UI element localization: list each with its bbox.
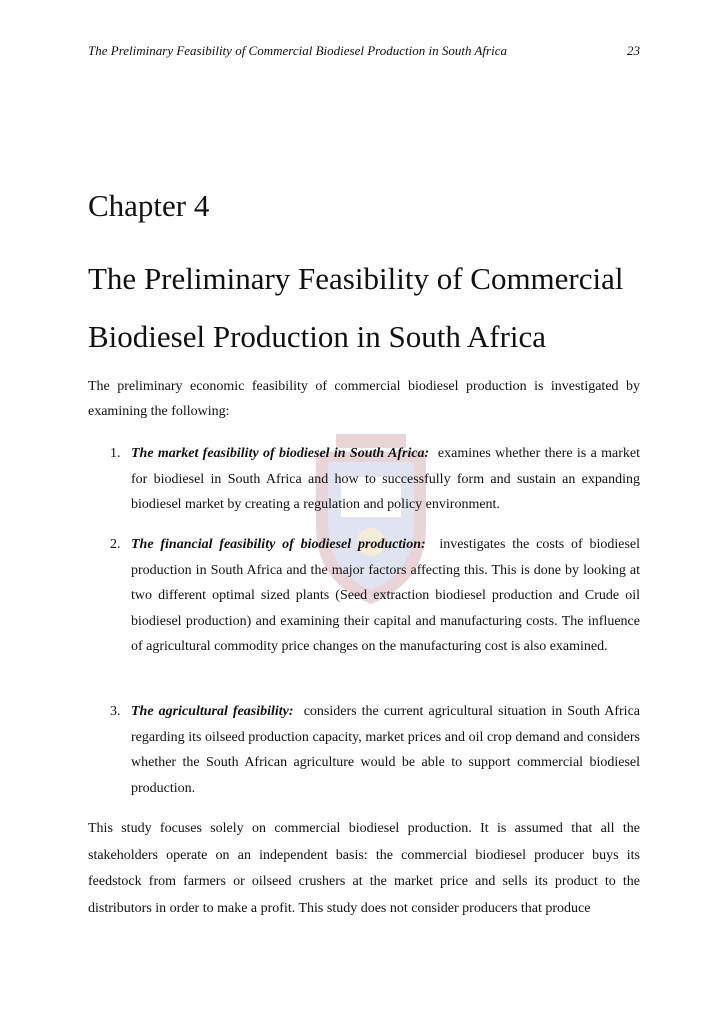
list-number: 2. [110, 537, 121, 552]
list-number: 1. [110, 446, 121, 461]
intro-paragraph: The preliminary economic feasibility of commercial biodiesel production is investigated by examining the following: [88, 379, 640, 419]
list-item [110, 441, 640, 518]
list-item-text: considers the current agricultural situation in South Africa regarding its oilseed production capacity, market prices and oil crop demand and considers whether the South African agriculture would be able to support commercial biodiesel production. [131, 704, 640, 796]
list-item-heading: The financial feasibility of biodiesel production: [131, 537, 426, 552]
page-number: 23 [627, 43, 640, 58]
list-item-heading: The market feasibility of biodiesel in South Africa: [131, 446, 430, 461]
running-header [88, 43, 640, 61]
list-item [110, 532, 640, 660]
list-number: 3. [110, 704, 121, 719]
closing-paragraph: This study focuses solely on commercial biodiesel production. It is assumed that all the stakeholders operate on an independent basis: the commercial biodiesel producer buys its feedstock from farmers or oilseed crushers at the market price and sells its product to the distributors in order to make a profit. This study does not consider producers that produce [88, 821, 640, 916]
list-item-body [131, 441, 640, 518]
chapter-label: Chapter 4 [88, 188, 210, 223]
list-item-text: investigates the costs of biodiesel production in South Africa and the major factors affecting this. This is done by looking at two different optimal sized plants (Seed extraction biodiesel production and Crude oil biodiesel production) and examining their capital and manufacturing costs. The influence of agricultural commodity price changes on the manufacturing cost is also examined. [131, 537, 641, 654]
list-item-text: examines whether there is a market for biodiesel in South Africa and how to successfully form and sustain an expanding biodiesel market by creating a regulation and policy environment. [131, 446, 641, 512]
chapter-title: The Preliminary Feasibility of Commercial Biodiesel Production in South Africa [88, 261, 624, 354]
list-item-body [131, 699, 640, 801]
list-item-heading: The agricultural feasibility: [131, 704, 294, 719]
list-item-body [131, 532, 640, 660]
running-title: The Preliminary Feasibility of Commercial Biodiesel Production in South Africa [88, 43, 507, 58]
list-item [110, 699, 640, 801]
